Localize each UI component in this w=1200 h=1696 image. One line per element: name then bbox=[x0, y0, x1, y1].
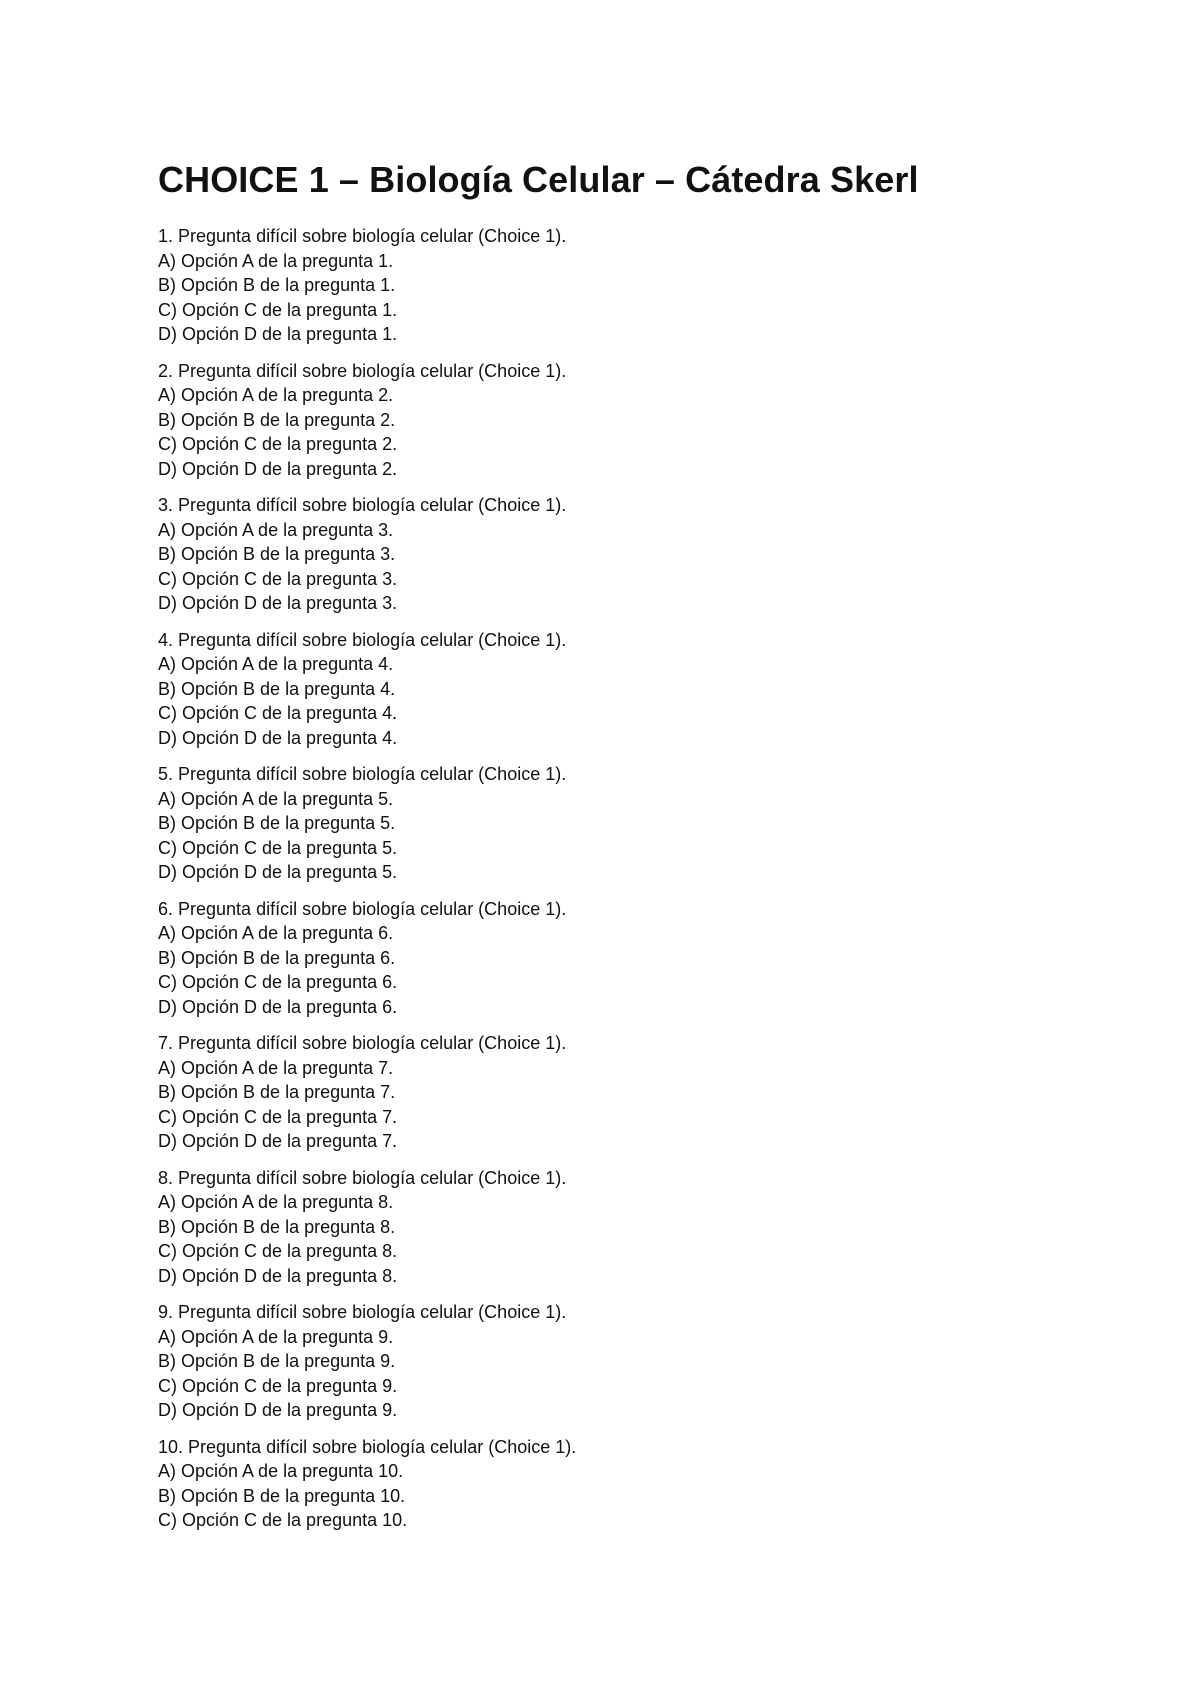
answer-option: C) Opción C de la pregunta 8. bbox=[158, 1241, 398, 1261]
answer-option: A) Opción A de la pregunta 3. bbox=[158, 519, 394, 540]
answer-option: C) Opción C de la pregunta 9. bbox=[158, 1375, 398, 1396]
answer-option: D) Opción D de la pregunta 2. bbox=[158, 458, 398, 479]
question-stem: 8. Pregunta difícil sobre biología celular (Choice 1). bbox=[158, 1167, 567, 1188]
question-block bbox=[158, 359, 1118, 482]
question-block bbox=[158, 762, 1118, 885]
question-stem: 5. Pregunta difícil sobre biología celular (Choice 1). bbox=[158, 764, 567, 784]
question-stem: 6. Pregunta difícil sobre biología celular (Choice 1). bbox=[158, 898, 567, 919]
answer-option: C) Opción C de la pregunta 10. bbox=[158, 1510, 408, 1530]
question-block bbox=[158, 1300, 1118, 1423]
answer-option: B) Opción B de la pregunta 7. bbox=[158, 1082, 396, 1102]
answer-option: A) Opción A de la pregunta 9. bbox=[158, 1326, 394, 1347]
answer-option: A) Opción A de la pregunta 1. bbox=[158, 250, 394, 271]
answer-option: B) Opción B de la pregunta 10. bbox=[158, 1485, 406, 1506]
question-block bbox=[158, 493, 1118, 616]
answer-option: B) Opción B de la pregunta 5. bbox=[158, 813, 396, 833]
question-stem: 9. Pregunta difícil sobre biología celular (Choice 1). bbox=[158, 1302, 567, 1322]
answer-option: C) Opción C de la pregunta 4. bbox=[158, 703, 398, 723]
answer-option: B) Opción B de la pregunta 8. bbox=[158, 1216, 396, 1237]
answer-option: B) Opción B de la pregunta 1. bbox=[158, 275, 396, 295]
answer-option: A) Opción A de la pregunta 8. bbox=[158, 1192, 394, 1212]
answer-option: C) Opción C de la pregunta 3. bbox=[158, 568, 398, 589]
answer-option: D) Opción D de la pregunta 6. bbox=[158, 996, 398, 1017]
answer-option: A) Opción A de la pregunta 2. bbox=[158, 385, 394, 405]
answer-option: B) Opción B de la pregunta 3. bbox=[158, 544, 396, 564]
answer-option: A) Opción A de la pregunta 6. bbox=[158, 923, 394, 943]
answer-option: D) Opción D de la pregunta 3. bbox=[158, 593, 398, 613]
answer-option: C) Opción C de la pregunta 7. bbox=[158, 1106, 398, 1127]
answer-option: B) Opción B de la pregunta 2. bbox=[158, 409, 396, 430]
document-page bbox=[158, 156, 1118, 1545]
answer-option: A) Opción A de la pregunta 10. bbox=[158, 1461, 404, 1481]
question-stem: 4. Pregunta difícil sobre biología celular (Choice 1). bbox=[158, 629, 567, 650]
question-block bbox=[158, 1166, 1118, 1289]
answer-option: B) Opción B de la pregunta 6. bbox=[158, 947, 396, 968]
question-stem: 3. Pregunta difícil sobre biología celular (Choice 1). bbox=[158, 495, 567, 515]
question-stem: 1. Pregunta difícil sobre biología celular (Choice 1). bbox=[158, 226, 567, 246]
answer-option: D) Opción D de la pregunta 1. bbox=[158, 324, 398, 344]
question-stem: 7. Pregunta difícil sobre biología celular (Choice 1). bbox=[158, 1033, 567, 1053]
question-block bbox=[158, 897, 1118, 1020]
answer-option: D) Opción D de la pregunta 9. bbox=[158, 1400, 398, 1420]
question-block bbox=[158, 628, 1118, 751]
answer-option: A) Opción A de la pregunta 5. bbox=[158, 788, 394, 809]
answer-option: B) Opción B de la pregunta 9. bbox=[158, 1351, 396, 1371]
page-title: CHOICE 1 – Biología Celular – Cátedra Skerl bbox=[158, 159, 919, 200]
answer-option: D) Opción D de la pregunta 5. bbox=[158, 862, 398, 882]
question-stem: 2. Pregunta difícil sobre biología celular (Choice 1). bbox=[158, 360, 567, 381]
answer-option: C) Opción C de la pregunta 6. bbox=[158, 972, 398, 992]
question-list bbox=[158, 224, 1118, 1533]
answer-option: A) Opción A de la pregunta 4. bbox=[158, 654, 394, 674]
question-stem: 10. Pregunta difícil sobre biología celular (Choice 1). bbox=[158, 1436, 577, 1457]
answer-option: C) Opción C de la pregunta 5. bbox=[158, 837, 398, 858]
answer-option: D) Opción D de la pregunta 4. bbox=[158, 727, 398, 748]
question-block bbox=[158, 1435, 1118, 1533]
answer-option: C) Opción C de la pregunta 2. bbox=[158, 434, 398, 454]
answer-option: C) Opción C de la pregunta 1. bbox=[158, 299, 398, 320]
answer-option: A) Opción A de la pregunta 7. bbox=[158, 1057, 394, 1078]
answer-option: D) Opción D de la pregunta 7. bbox=[158, 1131, 398, 1151]
answer-option: D) Opción D de la pregunta 8. bbox=[158, 1265, 398, 1286]
question-block bbox=[158, 224, 1118, 347]
question-block bbox=[158, 1031, 1118, 1154]
answer-option: B) Opción B de la pregunta 4. bbox=[158, 678, 396, 699]
